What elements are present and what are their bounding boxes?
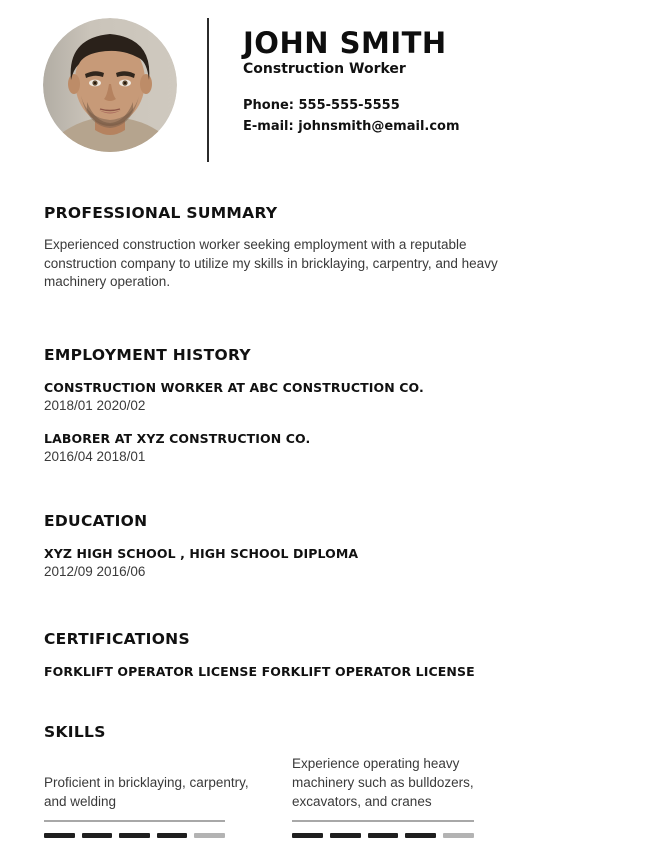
summary-heading: PROFESSIONAL SUMMARY	[44, 204, 278, 222]
skill-divider-rule	[44, 820, 225, 822]
skills-heading: SKILLS	[44, 723, 106, 741]
email-line	[243, 116, 623, 137]
summary-body: Experienced construction worker seeking employment with a reputable construction company to utilize my skills in bricklaying, carpentry, and heavy machinery operation.	[44, 237, 498, 290]
candidate-name: JOHN SMITH	[243, 26, 447, 60]
section-professional-summary	[44, 204, 618, 292]
job-dates: 2018/01 2020/02	[44, 398, 146, 413]
education-entry	[44, 545, 618, 581]
job-title: LABORER AT XYZ CONSTRUCTION CO.	[44, 431, 311, 446]
section-education	[44, 512, 618, 581]
phone-value: 555-555-5555	[298, 98, 400, 113]
email-value: johnsmith@email.com	[298, 119, 460, 134]
skill-rating-segment	[292, 833, 323, 838]
profile-photo	[43, 18, 177, 152]
phone-label: Phone:	[243, 98, 294, 113]
skill-rating-segment	[405, 833, 436, 838]
phone-line	[243, 95, 623, 116]
contact-block	[243, 95, 623, 137]
skill-rating-bar	[292, 833, 474, 838]
skill-rating-segment	[157, 833, 188, 838]
skill-text: Experience operating heavy machinery such as bulldozers, excavators, and cranes	[292, 756, 474, 809]
section-certifications	[44, 630, 618, 680]
profile-photo-illustration	[43, 18, 177, 152]
job-entry	[44, 430, 618, 466]
skill-divider-rule	[292, 820, 474, 822]
skill-rating-bar	[44, 833, 225, 838]
skill-text: Proficient in bricklaying, carpentry, and welding	[44, 775, 249, 809]
section-employment-history	[44, 346, 618, 466]
skill-rating-segment	[119, 833, 150, 838]
skill-rating-segment	[368, 833, 399, 838]
education-dates: 2012/09 2016/06	[44, 564, 146, 579]
section-skills	[44, 723, 618, 741]
header-divider	[207, 18, 209, 162]
employment-heading: EMPLOYMENT HISTORY	[44, 346, 251, 364]
education-title: XYZ HIGH SCHOOL , HIGH SCHOOL DIPLOMA	[44, 546, 359, 561]
certifications-heading: CERTIFICATIONS	[44, 630, 190, 648]
skill-item	[292, 754, 487, 838]
skills-columns	[44, 745, 487, 838]
job-dates: 2016/04 2018/01	[44, 449, 146, 464]
job-title: CONSTRUCTION WORKER AT ABC CONSTRUCTION CO.	[44, 380, 424, 395]
skill-rating-segment	[194, 833, 225, 838]
email-label: E-mail:	[243, 119, 294, 134]
candidate-job-title: Construction Worker	[243, 61, 406, 77]
skill-item	[44, 773, 274, 838]
skill-rating-segment	[44, 833, 75, 838]
education-heading: EDUCATION	[44, 512, 148, 530]
skill-rating-segment	[443, 833, 474, 838]
header-block	[243, 28, 623, 137]
skill-rating-segment	[82, 833, 113, 838]
skill-rating-segment	[330, 833, 361, 838]
certification-title: FORKLIFT OPERATOR LICENSE FORKLIFT OPERATOR LICENSE	[44, 664, 475, 679]
job-entry	[44, 379, 618, 415]
certification-entry	[44, 663, 618, 680]
